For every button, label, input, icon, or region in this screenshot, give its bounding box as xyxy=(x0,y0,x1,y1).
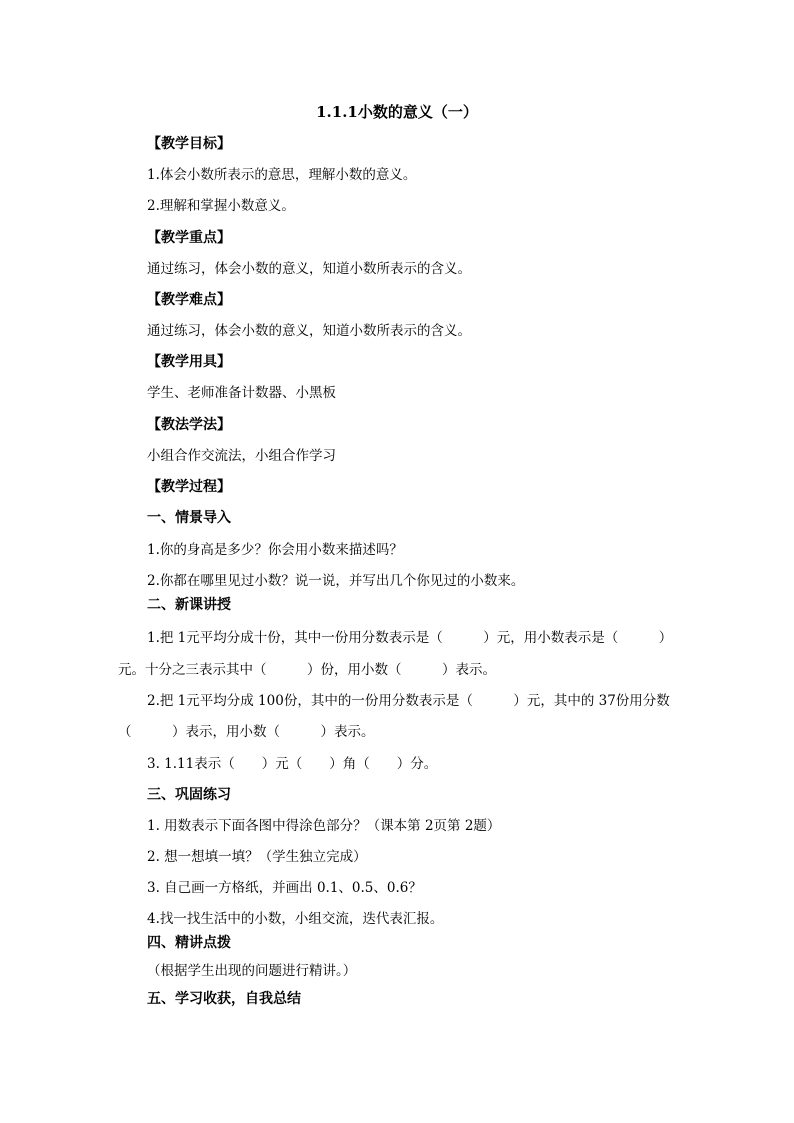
difficult-heading: 【教学难点】 xyxy=(147,292,231,308)
explain-heading: 四、精讲点拨 xyxy=(147,935,231,951)
goals-heading: 【教学目标】 xyxy=(147,136,231,152)
difficult-text: 通过练习，体会小数的意义，知道小数所表示的含义。 xyxy=(147,323,471,339)
new-lesson-heading: 二、新课讲授 xyxy=(147,597,231,613)
intro-heading: 一、情景导入 xyxy=(147,510,231,526)
practice-item: 2. 想一想填一填？（学生独立完成） xyxy=(147,849,367,865)
practice-item: 3. 自己画一方格纸，并画出 0.1、0.5、0.6？ xyxy=(147,880,422,896)
new-item-1-line-2: 元。十分之三表示其中（ ）份，用小数（ ）表示。 xyxy=(118,662,496,678)
summary-heading: 五、学习收获，自我总结 xyxy=(147,991,301,1007)
tools-heading: 【教学用具】 xyxy=(147,354,231,370)
key-text: 通过练习，体会小数的意义，知道小数所表示的含义。 xyxy=(147,261,471,277)
practice-heading: 三、巩固练习 xyxy=(147,787,231,803)
goal-item: 2.理解和掌握小数意义。 xyxy=(147,198,295,214)
practice-item: 4.找一找生活中的小数，小组交流，迭代表汇报。 xyxy=(147,911,444,927)
intro-item: 2.你都在哪里见过小数？说一说，并写出几个你见过的小数来。 xyxy=(147,573,525,589)
new-item-2-line-2: （ ）表示，用小数（ ）表示。 xyxy=(118,724,375,740)
explain-text: （根据学生出现的问题进行精讲。） xyxy=(147,963,357,979)
new-item-1-line-1: 1.把 1元平均分成十份，其中一份用分数表示是（ ）元，用小数表示是（ ） xyxy=(147,630,673,646)
process-heading: 【教学过程】 xyxy=(147,479,231,495)
methods-text: 小组合作交流法，小组合作学习 xyxy=(147,448,336,464)
new-item-3: 3. 1.11表示（ ）元（ ）角（ ）分。 xyxy=(147,756,438,772)
goal-item: 1.体会小数所表示的意思，理解小数的意义。 xyxy=(147,167,417,183)
practice-item: 1. 用数表示下面各图中得涂色部分？（课本第 2页第 2题） xyxy=(147,818,501,834)
new-item-2-line-1: 2.把 1元平均分成 100份，其中的一份用分数表示是（ ）元，其中的 37份用分数 xyxy=(147,693,670,709)
page-title: 1.1.1小数的意义（一） xyxy=(316,103,478,121)
methods-heading: 【教法学法】 xyxy=(147,417,231,433)
tools-text: 学生、老师准备计数器、小黑板 xyxy=(147,385,336,401)
intro-item: 1.你的身高是多少？你会用小数来描述吗？ xyxy=(147,542,403,558)
key-heading: 【教学重点】 xyxy=(147,230,231,246)
